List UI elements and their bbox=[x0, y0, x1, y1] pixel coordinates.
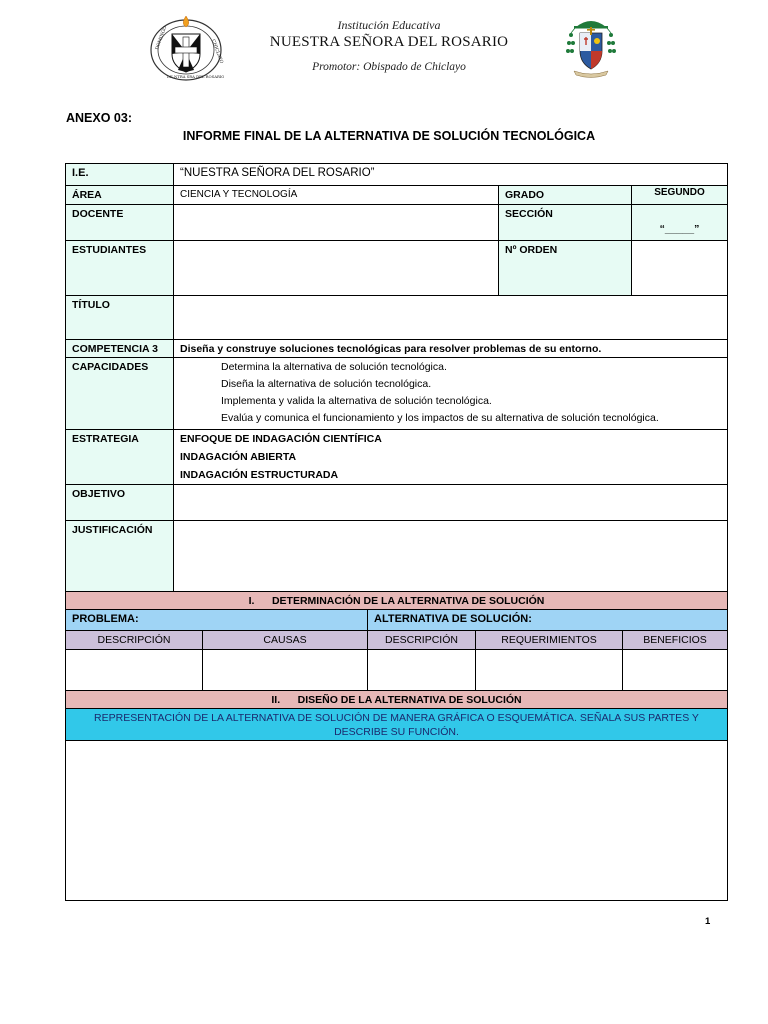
grado-value: SEGUNDO bbox=[631, 185, 728, 205]
descripcion-alternativa-field[interactable] bbox=[367, 649, 476, 691]
section-1-title: I. DETERMINACIÓN DE LA ALTERNATIVA DE SOLUCIÓN bbox=[65, 591, 728, 610]
annex-label: ANEXO 03: bbox=[66, 111, 132, 125]
estudiantes-label: ESTUDIANTES bbox=[65, 240, 174, 296]
bishopric-coat-of-arms-logo bbox=[566, 13, 616, 79]
area-label: ÁREA bbox=[65, 185, 174, 205]
titulo-field[interactable] bbox=[173, 295, 728, 340]
requerimientos-field[interactable] bbox=[475, 649, 623, 691]
capacidad-item: Diseña la alternativa de solución tecnológica. bbox=[221, 378, 432, 390]
estrategia-label: ESTRATEGIA bbox=[65, 429, 174, 485]
problema-label: PROBLEMA: bbox=[65, 609, 368, 631]
ie-value: “NUESTRA SEÑORA DEL ROSARIO” bbox=[173, 163, 728, 186]
seal-text-right: CHICLAYO bbox=[210, 38, 224, 65]
seal-text-left: DOMINGO bbox=[155, 25, 169, 51]
design-instruction: REPRESENTACIÓN DE LA ALTERNATIVA DE SOLUCIÓN DE MANERA GRÁFICA O ESQUEMÁTICA. SEÑALA SUS PARTES Y DESCRIBE SU FUNCIÓN. bbox=[65, 708, 728, 741]
competencia-label: COMPETENCIA 3 bbox=[65, 339, 174, 358]
capacidad-item: Evalúa y comunica el funcionamiento y los impactos de su alternativa de solución tecnológica. bbox=[221, 412, 659, 424]
descripcion-problema-field[interactable] bbox=[65, 649, 203, 691]
design-drawing-area[interactable] bbox=[65, 740, 728, 901]
docente-field[interactable] bbox=[173, 204, 499, 241]
report-form bbox=[65, 163, 728, 901]
seal-text-bottom: DE NTRA SRA DEL ROSARIO bbox=[167, 74, 224, 79]
grado-label: GRADO bbox=[498, 185, 632, 205]
beneficios-field[interactable] bbox=[622, 649, 728, 691]
causas-field[interactable] bbox=[202, 649, 368, 691]
report-title: INFORME FINAL DE LA ALTERNATIVA DE SOLUCIÓN TECNOLÓGICA bbox=[182, 129, 596, 143]
estrategia-item: INDAGACIÓN ABIERTA bbox=[180, 451, 297, 463]
document-header bbox=[0, 0, 768, 90]
page-number: 1 bbox=[705, 916, 711, 927]
capacidades-list bbox=[173, 357, 728, 430]
area-value: CIENCIA Y TECNOLOGÍA bbox=[173, 185, 499, 205]
estrategia-item: ENFOQUE DE INDAGACIÓN CIENTÍFICA bbox=[180, 433, 382, 445]
institution-promoter: Promotor: Obispado de Chiclayo bbox=[312, 61, 466, 73]
estrategia-item: INDAGACIÓN ESTRUCTURADA bbox=[180, 469, 339, 481]
column-header-descripcion-problema: DESCRIPCIÓN bbox=[65, 630, 203, 650]
column-header-causas: CAUSAS bbox=[202, 630, 368, 650]
institution-label: Institución Educativa bbox=[337, 18, 441, 32]
orden-label: Nº ORDEN bbox=[498, 240, 632, 296]
justificacion-label: JUSTIFICACIÓN bbox=[65, 520, 174, 592]
estrategia-list bbox=[173, 429, 728, 485]
capacidad-item: Determina la alternativa de solución tecnológica. bbox=[221, 361, 447, 373]
docente-label: DOCENTE bbox=[65, 204, 174, 241]
objetivo-label: OBJETIVO bbox=[65, 484, 174, 521]
capacidades-label: CAPACIDADES bbox=[65, 357, 174, 430]
orden-field[interactable] bbox=[631, 240, 728, 296]
objetivo-field[interactable] bbox=[173, 484, 728, 521]
column-header-requerimientos: REQUERIMIENTOS bbox=[475, 630, 623, 650]
justificacion-field[interactable] bbox=[173, 520, 728, 592]
estudiantes-field[interactable] bbox=[173, 240, 499, 296]
capacidad-item: Implementa y valida la alternativa de solución tecnológica. bbox=[221, 395, 492, 407]
competencia-value: Diseña y construye soluciones tecnológicas para resolver problemas de su entorno. bbox=[173, 339, 728, 358]
column-header-descripcion-alternativa: DESCRIPCIÓN bbox=[367, 630, 476, 650]
column-header-beneficios: BENEFICIOS bbox=[622, 630, 728, 650]
seccion-label: SECCIÓN bbox=[498, 204, 632, 241]
seccion-value[interactable]: “_____” bbox=[631, 204, 728, 241]
section-2-title: II. DISEÑO DE LA ALTERNATIVA DE SOLUCIÓN bbox=[65, 690, 728, 709]
alternativa-label: ALTERNATIVA DE SOLUCIÓN: bbox=[367, 609, 728, 631]
institution-name: NUESTRA SEÑORA DEL ROSARIO bbox=[269, 34, 509, 50]
ie-label: I.E. bbox=[65, 163, 174, 186]
titulo-label: TÍTULO bbox=[65, 295, 174, 340]
